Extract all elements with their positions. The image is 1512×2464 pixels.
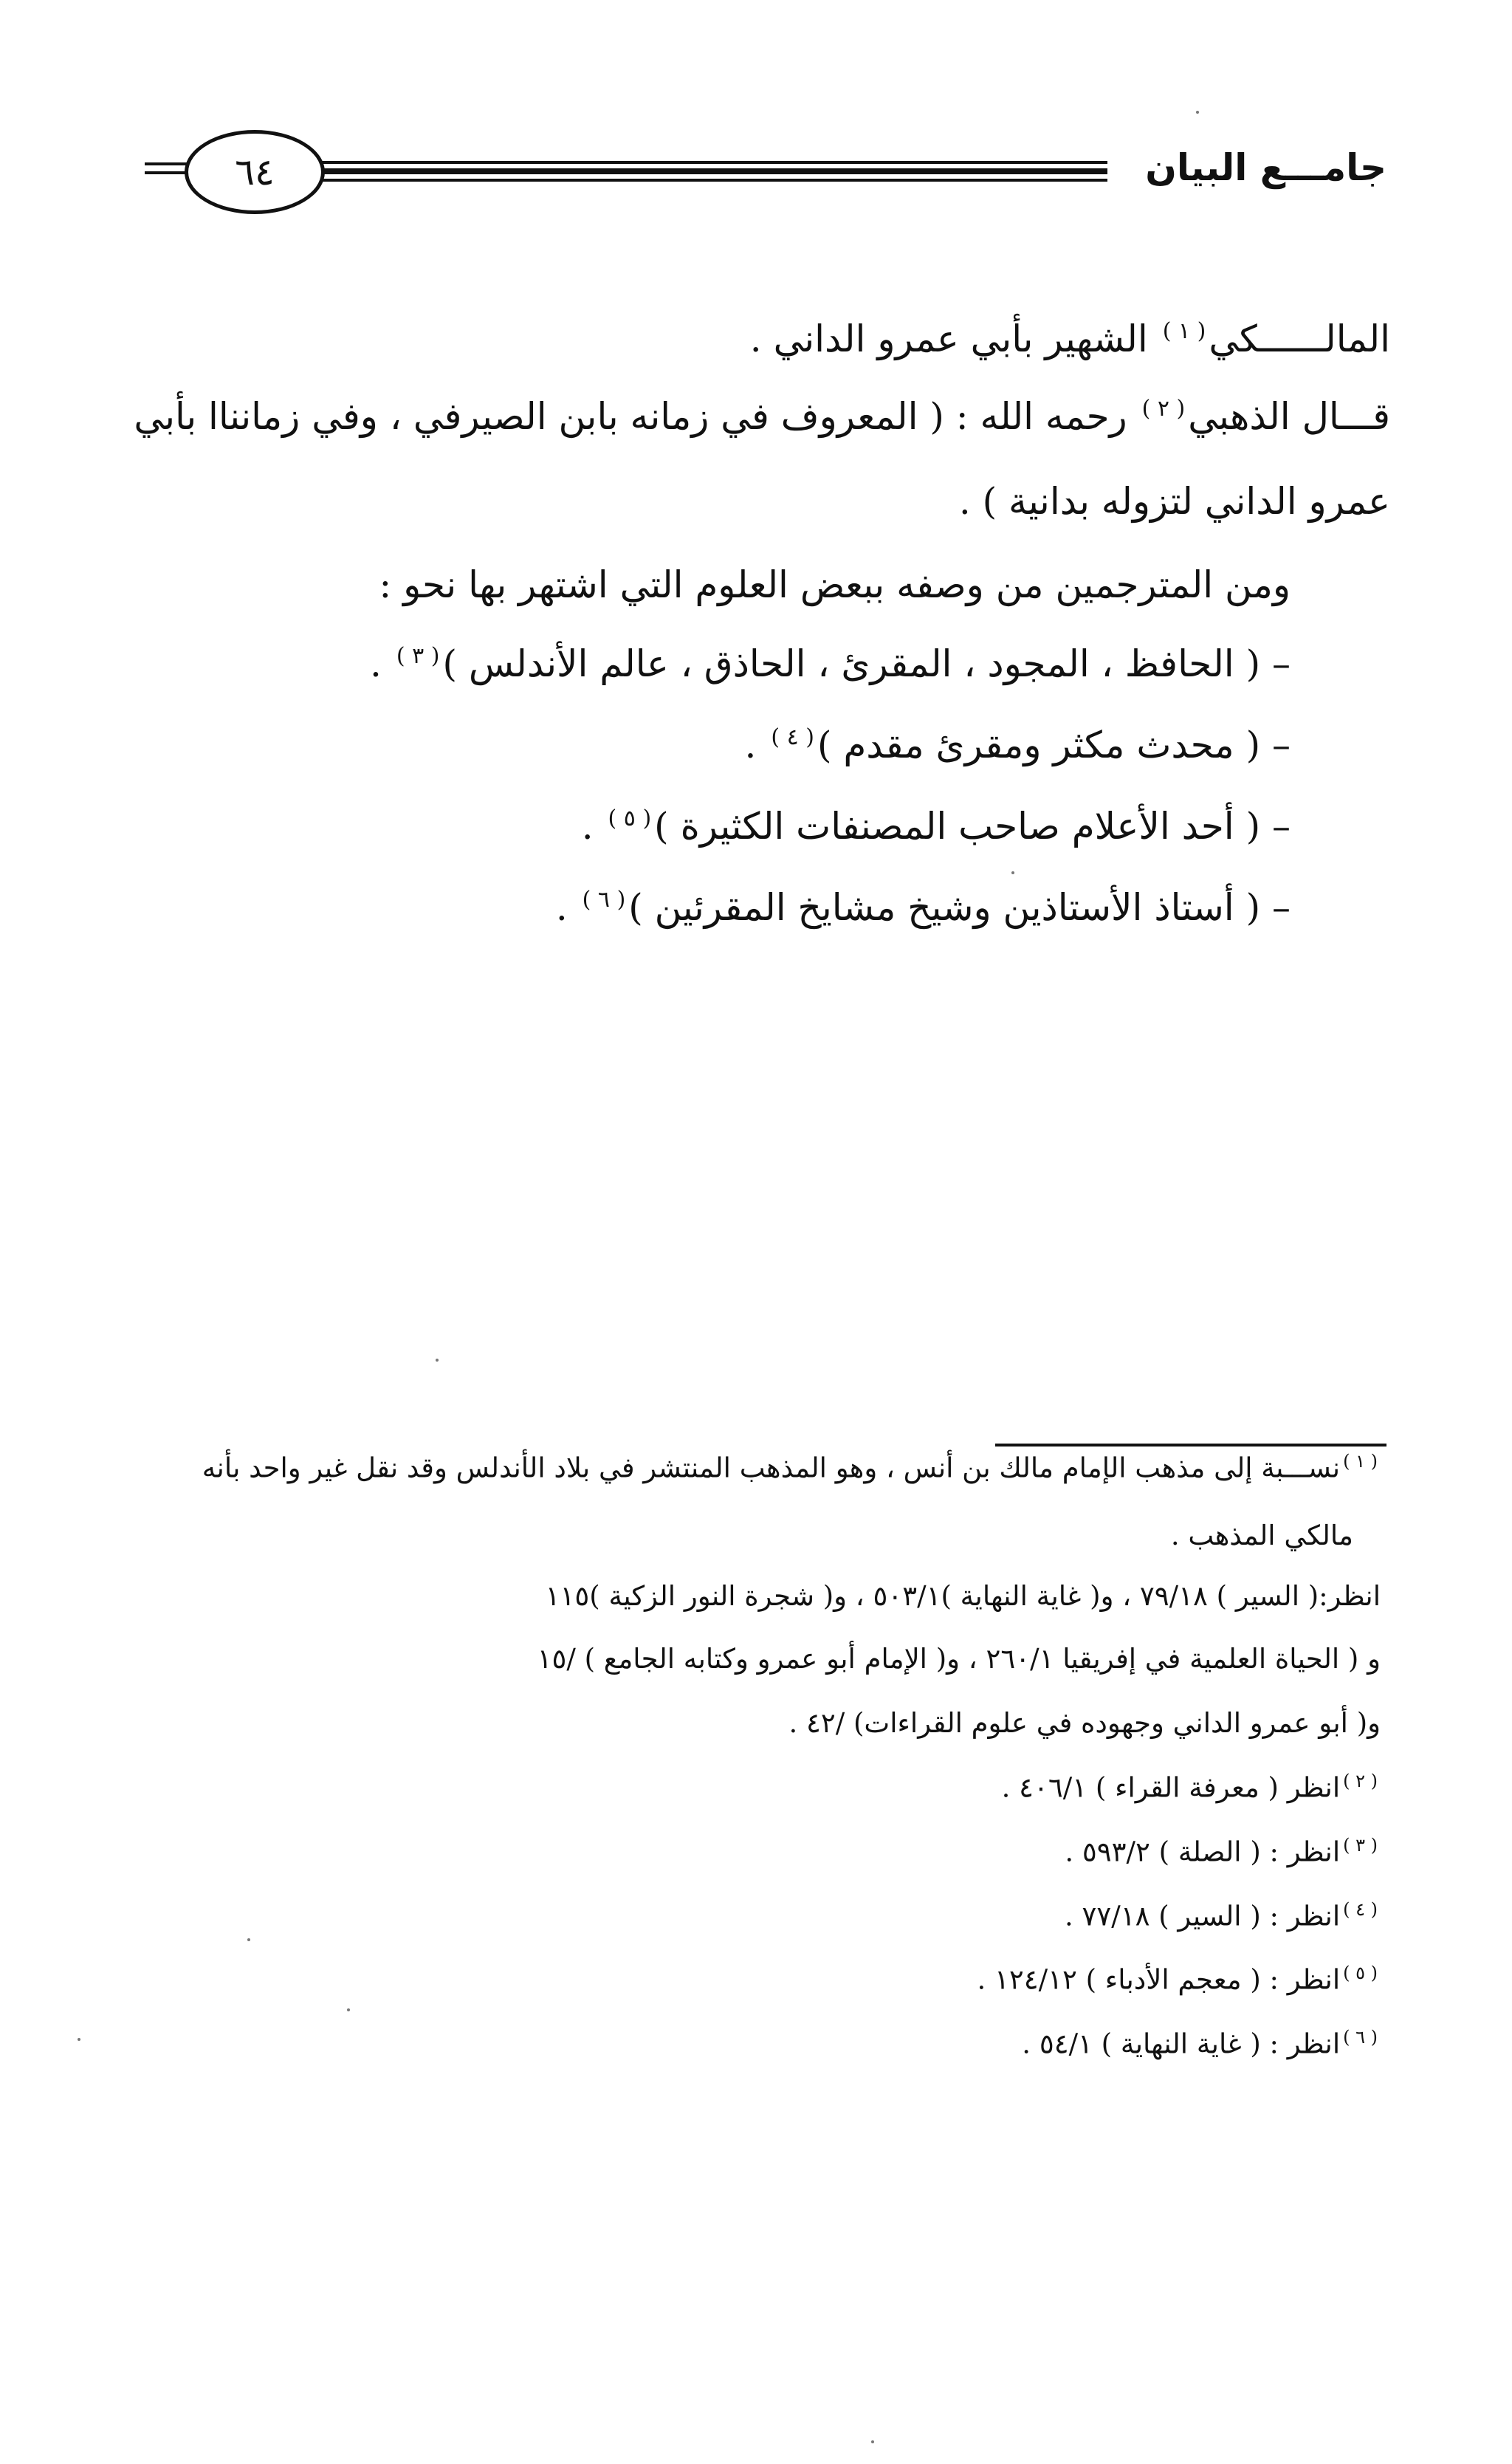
header-rule-right <box>314 161 1107 164</box>
footnote-text: مالكي المذهب . <box>1170 1520 1353 1551</box>
footnote-text: انظر : ( الصلة ) ٥٩٣/٢ . <box>1065 1836 1341 1868</box>
scan-speck <box>347 2008 350 2011</box>
body-line <box>959 480 1390 523</box>
footnote-line <box>1022 2027 1381 2059</box>
scan-speck <box>247 1938 250 1941</box>
page-number <box>185 130 325 214</box>
body-line <box>582 805 1291 848</box>
line-text: – ( أحد الأعلام صاحب المصنفات الكثيرة ) <box>654 805 1291 848</box>
scan-speck <box>1011 871 1014 874</box>
footnote-line <box>977 1963 1381 1995</box>
footnote-ref: ( ٣ ) <box>396 643 440 670</box>
footnote-text: انظر:( السير ) ٧٩/١٨ ، و( غاية النهاية )٥٠٣/١ ، و( شجرة النور الزكية )١١٥ <box>545 1580 1381 1612</box>
footnote-separator <box>995 1444 1386 1447</box>
line-text: – ( محدث مكثر ومقرئ مقدم ) <box>817 724 1291 766</box>
line-text: . <box>744 724 757 766</box>
line-text: رحمه الله : ( المعروف في زمانه بابن الصيرفي ، وفي زمانناا بأبي <box>134 395 1127 438</box>
line-text: الشهير بأبي عمرو الداني . <box>749 318 1148 360</box>
footnote-marker: ( ٢ ) <box>1343 1771 1378 1791</box>
footnote-ref: ( ٢ ) <box>1141 396 1186 422</box>
line-text: ومن المترجمين من وصفه ببعض العلوم التي اشتهر بها نحو : <box>379 563 1291 606</box>
scan-speck <box>1196 111 1199 114</box>
footnote-text: انظر ( معرفة القراء ) ٤٠٦/١ . <box>1001 1771 1341 1804</box>
line-text: عمرو الداني لتزوله بدانية ) . <box>958 480 1390 523</box>
line-text: . <box>555 886 568 929</box>
footnote-line <box>1171 1520 1353 1551</box>
line-text: – ( أستاذ الأستاذين وشيخ مشايخ المقرئين ) <box>628 886 1291 929</box>
footnote-line <box>537 1643 1381 1675</box>
footnote-text: انظر : ( معجم الأدباء ) ١٢٤/١٢ . <box>977 1963 1341 1996</box>
footnote-line <box>1002 1771 1381 1803</box>
header-rule-right <box>314 179 1107 182</box>
scan-speck <box>871 2440 874 2443</box>
header-rule-right <box>314 168 1107 174</box>
footnote-line <box>202 1451 1381 1483</box>
footnote-marker: ( ٤ ) <box>1343 1899 1378 1920</box>
footnote-text: نســـبة إلى مذهب الإمام مالك بن أنس ، وهو المذهب المنتشر في بلاد الأندلس وقد نقل غير واحد بأنه <box>202 1452 1341 1484</box>
line-text: . <box>581 805 594 848</box>
scan-speck <box>436 1359 439 1362</box>
footnote-ref: ( ٦ ) <box>582 887 626 913</box>
page-number-text: ٦٤ <box>235 151 275 193</box>
book-title: جامـــع البيان <box>1145 146 1386 189</box>
footnote-ref: ( ١ ) <box>1162 318 1206 345</box>
footnote-line <box>1065 1899 1381 1932</box>
body-line <box>134 395 1390 438</box>
line-text: المالــــــكي <box>1209 318 1390 360</box>
line-text: – ( الحافظ ، المجود ، المقرئ ، الحاذق ، عالم الأندلس ) <box>442 642 1291 685</box>
footnote-line <box>546 1580 1381 1612</box>
footnote-marker: ( ٦ ) <box>1343 2027 1378 2048</box>
footnote-marker: ( ٥ ) <box>1343 1963 1378 1983</box>
scan-speck <box>78 2038 80 2041</box>
footnote-ref: ( ٤ ) <box>771 724 814 751</box>
footnote-text: و ( الحياة العلمية في إفريقيا ٢٦٠/١ ، و( الإمام أبو عمرو وكتابه الجامع ) /١٥ <box>537 1643 1381 1675</box>
footnote-line <box>1065 1835 1381 1867</box>
footnote-text: و( أبو عمرو الداني وجهوده في علوم القراءات) /٤٢ . <box>788 1707 1381 1739</box>
footnote-line <box>788 1707 1381 1739</box>
body-line <box>370 642 1291 685</box>
line-text: قـــال الذهبي <box>1188 395 1390 438</box>
body-line <box>745 724 1291 766</box>
footnote-text: انظر : ( السير ) ٧٧/١٨ . <box>1064 1900 1341 1932</box>
body-line <box>379 563 1291 606</box>
footnote-marker: ( ١ ) <box>1343 1451 1378 1472</box>
footnote-marker: ( ٣ ) <box>1343 1835 1378 1856</box>
body-line <box>556 886 1291 929</box>
footnote-ref: ( ٥ ) <box>608 806 652 832</box>
footnote-text: انظر : ( غاية النهاية ) ٥٤/١ . <box>1022 2028 1341 2060</box>
line-text: . <box>370 642 382 685</box>
body-line <box>750 318 1390 360</box>
